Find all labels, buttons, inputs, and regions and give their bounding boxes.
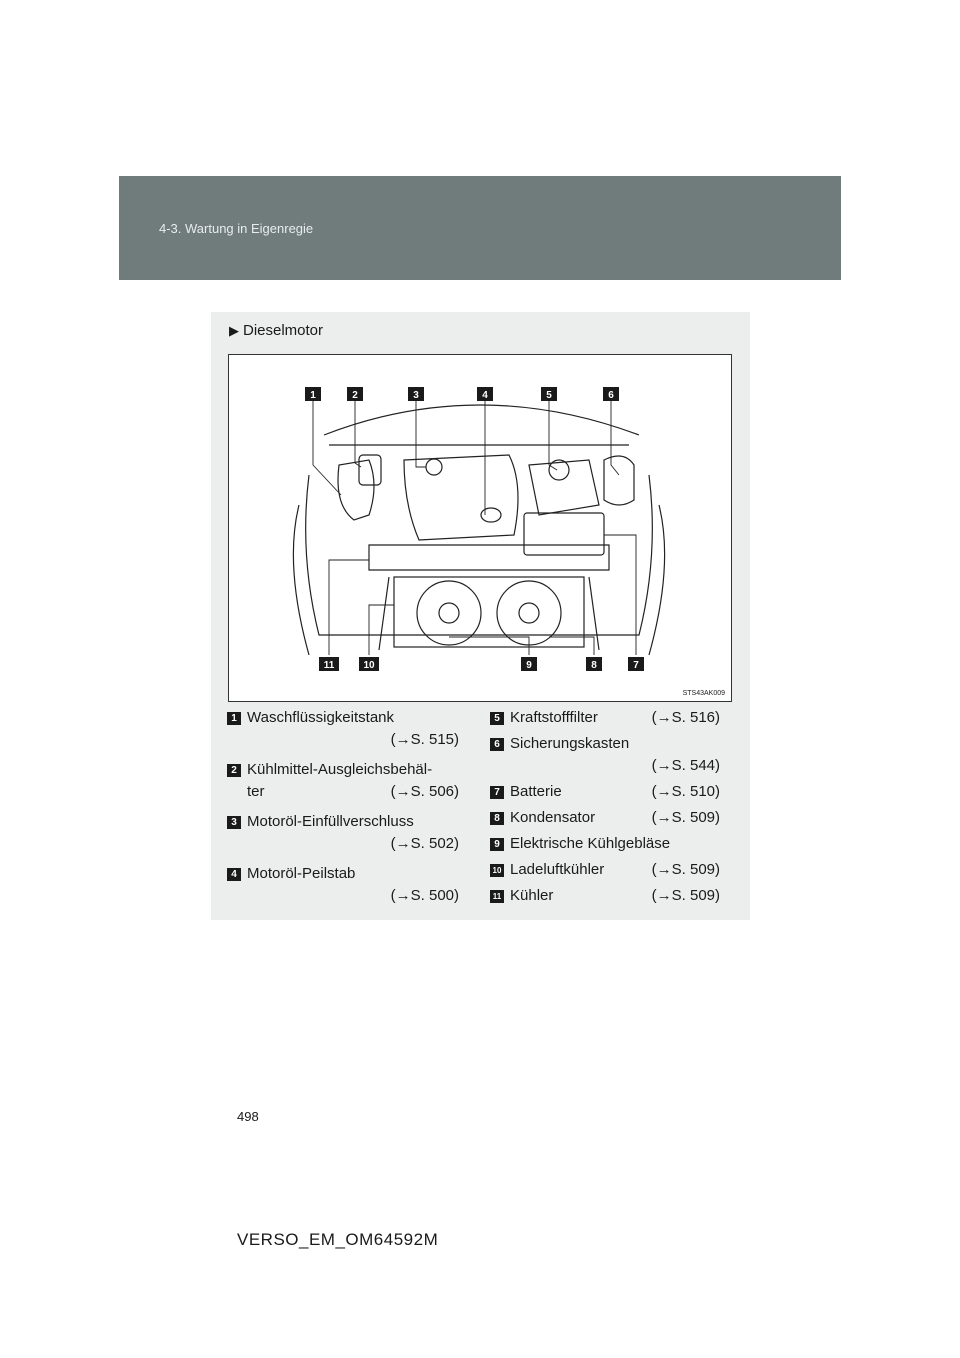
number-badge: 9	[490, 838, 504, 851]
engine-bay-figure	[228, 354, 732, 702]
number-badge: 8	[490, 812, 504, 825]
number-badge: 6	[490, 738, 504, 751]
number-badge: 4	[227, 868, 241, 881]
engine-diagram	[229, 355, 731, 701]
callout-8	[586, 657, 602, 671]
callout-1	[305, 387, 321, 401]
callout-7	[628, 657, 644, 671]
svg-text:1: 1	[310, 390, 316, 401]
callout-4	[477, 387, 493, 401]
triangle-right-icon: ▶	[229, 323, 239, 338]
legend-item: 11 Kühler (→S. 509)	[490, 885, 720, 907]
svg-text:10: 10	[363, 660, 375, 671]
callout-2	[347, 387, 363, 401]
callout-9	[521, 657, 537, 671]
document-code: VERSO_EM_OM64592M	[237, 1230, 439, 1249]
number-badge: 5	[490, 712, 504, 725]
svg-text:7: 7	[633, 660, 639, 671]
page-number: 498	[237, 1109, 259, 1124]
number-badge: 3	[227, 816, 241, 829]
legend-right	[490, 707, 720, 911]
callout-3	[408, 387, 424, 401]
number-badge: 2	[227, 764, 241, 777]
callout-6	[603, 387, 619, 401]
number-badge: 11	[490, 890, 504, 903]
callout-5	[541, 387, 557, 401]
chapter-title: 4-3. Wartung in Eigenregie	[159, 221, 314, 236]
legend-item: 2 Kühlmittel-Ausgleichsbehäl- ter (→S. 506)	[227, 759, 459, 803]
svg-text:8: 8	[591, 660, 597, 671]
svg-text:2: 2	[352, 390, 358, 401]
svg-text:5: 5	[546, 390, 552, 401]
content-panel	[211, 312, 750, 920]
svg-text:9: 9	[526, 660, 532, 671]
legend-item: 5 Kraftstofffilter (→S. 516)	[490, 707, 720, 729]
svg-text:4: 4	[482, 390, 488, 401]
svg-text:3: 3	[413, 390, 419, 401]
chapter-header	[119, 176, 841, 280]
number-badge: 7	[490, 786, 504, 799]
number-badge: 10	[490, 864, 504, 877]
legend-item: 8 Kondensator (→S. 509)	[490, 807, 720, 829]
legend-item: 4 Motoröl-Peilstab (→S. 500)	[227, 863, 459, 907]
legend-left	[227, 707, 459, 915]
legend-item: 7 Batterie (→S. 510)	[490, 781, 720, 803]
legend-item: 10 Ladeluftkühler (→S. 509)	[490, 859, 720, 881]
callout-10	[359, 657, 379, 671]
legend-item: 1 Waschflüssigkeitstank (→S. 515)	[227, 707, 459, 751]
legend-item: 6 Sicherungskasten (→S. 544)	[490, 733, 720, 777]
figure-caption: STS43AK009	[682, 690, 725, 697]
svg-text:11: 11	[323, 660, 335, 671]
legend-item: 9 Elektrische Kühlgebläse	[490, 833, 720, 855]
section-title: ▶ Dieselmotor	[229, 322, 324, 339]
svg-text:6: 6	[608, 390, 614, 401]
callout-11	[319, 657, 339, 671]
legend-item: 3 Motoröl-Einfüllverschluss (→S. 502)	[227, 811, 459, 855]
number-badge: 1	[227, 712, 241, 725]
